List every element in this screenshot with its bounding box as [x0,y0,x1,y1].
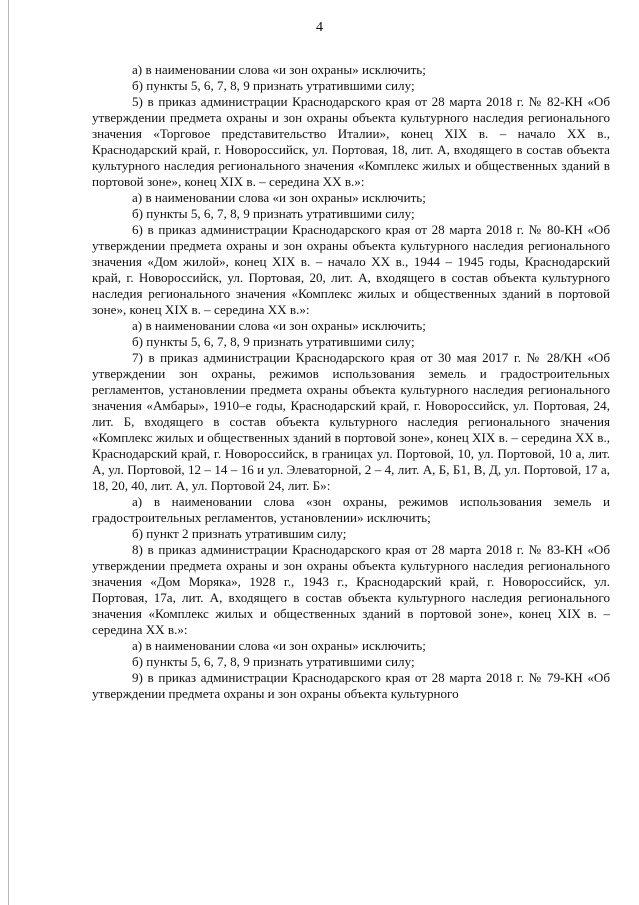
page-number: 4 [316,20,323,35]
paragraph: б) пункты 5, 6, 7, 8, 9 признать утратившими силу; [132,334,415,349]
paragraph: 8) в приказ администрации Краснодарского края от 28 марта 2018 г. № 83-КН «Об утверждении предмета охраны и зон охраны объекта культурного наследия регионального значения «Дом Моряка», 1928 г., 1943 г., Краснодарский край, г. Новороссийск, ул. Портовая, 17а, лит. А, входящего в состав объекта культурного наследия регионального значения «Комплекс жилых и общественных зданий в портовой зоне», конец XIX в. – середина XX в.»: [92,542,610,637]
paragraph: 5) в приказ администрации Краснодарского края от 28 марта 2018 г. № 82-КН «Об утверждении предмета охраны и зон охраны объекта культурного наследия регионального значения «Торговое представительство Италии», конец XIX в. – начало XX в., Краснодарский край, г. Новороссийск, ул. Портовая, 18, лит. А, входящего в состав объекта культурного наследия регионального значения «Комплекс жилых и общественных зданий в портовой зоне», конец XIX в. – середина XX в.»: [92,94,610,189]
paragraph: б) пункты 5, 6, 7, 8, 9 признать утратившими силу; [132,206,415,221]
paragraph: а) в наименовании слова «и зон охраны» исключить; [132,190,426,205]
paragraph: а) в наименовании слова «и зон охраны» исключить; [132,62,426,77]
paragraph: 6) в приказ администрации Краснодарского края от 28 марта 2018 г. № 80-КН «Об утверждении предмета охраны и зон охраны объекта культурного наследия регионального значения «Дом жилой», конец XIX в. – начало XX в., 1944 – 1945 годы, Краснодарский край, г. Новороссийск, ул. Портовая, 20, лит. А, входящего в состав объекта культурного наследия регионального значения «Комплекс жилых и общественных зданий в портовой зоне», конец XIX в. – середина XX в.»: [92,222,610,317]
page-edge [8,0,9,905]
paragraph: а) в наименовании слова «и зон охраны» исключить; [132,318,426,333]
paragraph: б) пункт 2 признать утратившим силу; [132,526,347,541]
paragraph: а) в наименовании слова «зон охраны, режимов использования земель и градостроительных регламентов, установлении» исключить; [92,494,610,525]
paragraph: б) пункты 5, 6, 7, 8, 9 признать утратившими силу; [132,654,415,669]
paragraph: 7) в приказ администрации Краснодарского края от 30 мая 2017 г. № 28/КН «Об утверждении зон охраны, режимов использования земель и градостроительных регламентов, установлении предмета охраны объекта культурного наследия регионального значения «Амбары», 1910–е годы, Краснодарский край, г. Новороссийск, ул. Портовая, 24, лит. Б, входящего в состав объекта культурного наследия регионального значения «Комплекс жилых и общественных зданий в портовой зоне», конец XIX в. – середина XX в., Краснодарский край, г. Новороссийск, в границах ул. Портовой, 10, ул. Портовой, 10 а, лит. А, ул. Портовой, 12 – 14 – 16 и ул. Элеваторной, 2 – 4, лит. А, Б, Б1, В, Д, ул. Портовой, 17 а, 18, 20, 40, лит. А, ул. Портовой 24, лит. Б»: [92,350,610,493]
paragraph: а) в наименовании слова «и зон охраны» исключить; [132,638,426,653]
paragraph: 9) в приказ администрации Краснодарского края от 28 марта 2018 г. № 79-КН «Об утверждении предмета охраны и зон охраны объекта культурного [92,670,610,701]
paragraph: б) пункты 5, 6, 7, 8, 9 признать утратившими силу; [132,78,415,93]
document-body [92,62,610,702]
